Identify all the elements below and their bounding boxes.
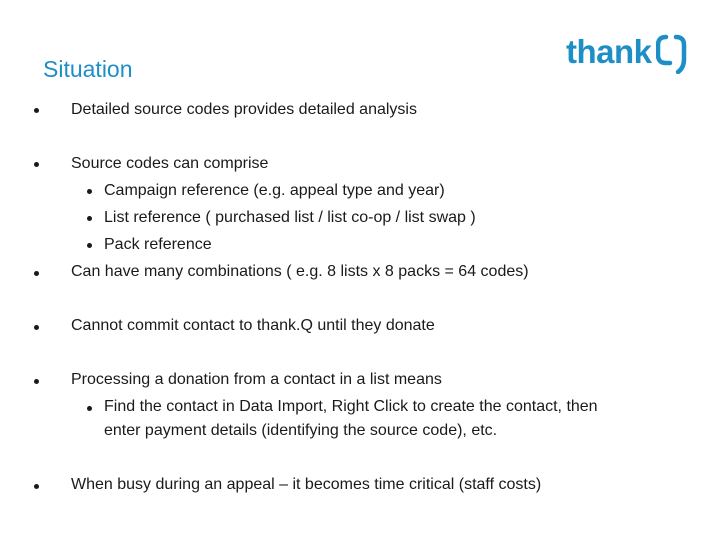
bullet-dot	[34, 484, 39, 489]
logo-q-icon	[656, 34, 690, 74]
sub-bullet-text-continued: enter payment details (identifying the source code), etc.	[104, 422, 498, 439]
sub-bullet-text: Find the contact in Data Import, Right Click to create the contact, then	[104, 398, 598, 415]
bullet-text: Source codes can comprise	[71, 155, 269, 172]
bullet-text: Detailed source codes provides detailed analysis	[71, 101, 417, 118]
bullet-dot	[34, 271, 39, 276]
bullet-dot	[34, 108, 39, 113]
sub-bullet-text: Campaign reference (e.g. appeal type and year)	[104, 182, 445, 199]
sub-bullet-dot	[87, 216, 92, 221]
bullet-dot	[34, 162, 39, 167]
sub-bullet-dot	[87, 243, 92, 248]
slide-title: Situation	[43, 56, 133, 82]
sub-bullet-dot	[87, 189, 92, 194]
bullet-dot	[34, 379, 39, 384]
thankq-logo	[566, 30, 690, 74]
bullet-dot	[34, 325, 39, 330]
sub-bullet-text: Pack reference	[104, 236, 212, 253]
sub-bullet-dot	[87, 406, 92, 411]
bullet-text: Cannot commit contact to thank.Q until they donate	[71, 317, 435, 334]
bullet-text: Processing a donation from a contact in a list means	[71, 371, 442, 388]
bullet-text: Can have many combinations ( e.g. 8 lists x 8 packs = 64 codes)	[71, 263, 529, 280]
logo-wordmark: thank	[566, 33, 652, 70]
bullet-text: When busy during an appeal – it becomes time critical (staff costs)	[71, 476, 542, 493]
sub-bullet-text: List reference ( purchased list / list co-op / list swap )	[104, 209, 476, 226]
